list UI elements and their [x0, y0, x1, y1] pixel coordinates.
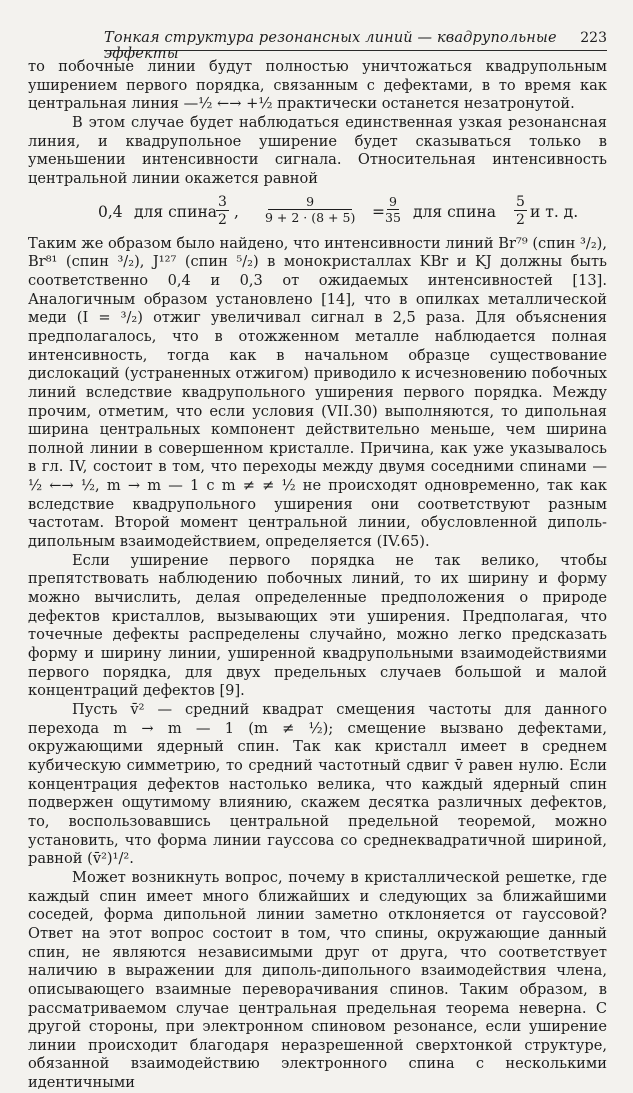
paragraph-6: Может возникнуть вопрос, почему в кристаллической решетке, где каждый спин имеет много ближайших и следующих за ближайшими соседей, форма дипольной линии заметно отклоняется от гауссовой? Ответ на этот вопрос состоит в том, что спины, окружающие данный спин, не являются независимыми друг от друга, что соответствует наличию в выражении для диполь-дипольного взаимодействия члена, описывающего взаимные переворачивания спинов. Таким образом, в рассматриваемом случае центральная предельная теорема неверна. С другой стороны, при электронном спиновом резонансе, если уширение линии происходит благодаря неразрешенной сверхтонкой структуре, обязанной взаимодействию электронного спина с несколькими идентичными — [28, 868, 607, 1092]
fraction-9-35 — [385, 193, 401, 226]
formula-tail: и т. д. — [530, 202, 579, 221]
paragraph-3: Таким же образом было найдено, что интенсивности линий Br⁷⁹ (спин ³/₂), Br⁸¹ (спин ³/₂), J¹²⁷ (спин ⁵/₂) в монокристаллах KBr и KJ должны быть соответственно 0,4 и 0,3 от ожидаемых интенсивностей [13]. Аналогичным образом установлено [14], что в опилках металлической меди (I = ³/₂) отжиг увеличивал сигнал в 2,5 раза. Для объяснения предполагалось, что в отожженном металле наблюдается полная интенсивность, тогда как в начальном образце существование дислокаций (устраненных отжигом) приводило к исчезновению побочных линий вследствие квадрупольного уширения первого порядка. Между прочим, отметим, что если условия (VII.30) выполняются, то дипольная ширина центральных компонент действительно меньше, чем ширина полной линии в совершенном кристалле. Причина, как уже указывалось в гл. IV, состоит в том, что переходы между двумя соседними спинами —½ ←→ ½, m → m — 1 с m ≠ ≠ ½ не происходят одновременно, так как вследствие квадрупольного уширения они соответствуют разным частотам. Второй момент центральной линии, обусловленной диполь-дипольным взаимодействием, определяется (IV.65). — [28, 234, 607, 551]
formula-label-1: для спина — [134, 202, 218, 221]
formula-equals: = — [372, 202, 385, 221]
formula-value: 0,4 — [98, 202, 123, 221]
fraction-3-2 — [216, 195, 229, 227]
paragraph-5: Пусть v̄² — средний квадрат смещения частоты для данного перехода m → m — 1 (m ≠ ½); смещение вызвано дефектами, окружающими ядерный спин. Так как кристалл имеет в среднем кубическую симметрию, то средний частотный сдвиг v̄ равен нулю. Если концентрация дефектов настолько велика, что каждый ядерный спин подвержен ощутимому влиянию, скажем десятка различных дефектов, то, воспользовавшись центральной предельной теоремой, можно установить, что форма линии гауссова со среднеквадратичной шириной, равной (v̄²)¹/². — [28, 701, 607, 868]
page-number: 223 — [580, 30, 607, 46]
fraction-numerator: 5 — [516, 193, 525, 210]
fraction-main — [265, 193, 356, 226]
paragraph-2: В этом случае будет наблюдаться единственная узкая резонансная линия, и квадрупольное уширение будет сказываться только в уменьшении интенсивности сигнала. Относительная интенсивность центральной линии окажется равной — [28, 113, 607, 187]
fraction-numerator: 3 — [218, 193, 227, 210]
fraction-denominator: 35 — [385, 210, 401, 226]
fraction-denominator: 2 — [218, 211, 227, 228]
body-text — [28, 58, 607, 1093]
fraction-denominator: 9 + 2 · (8 + 5) — [265, 210, 356, 226]
formula-label-2: для спина — [413, 202, 497, 221]
running-title: Тонкая структура резонансных линий — квадрупольные эффекты — [104, 30, 557, 62]
paragraph-4: Если уширение первого порядка не так велико, чтобы препятствовать наблюдению побочных линий, то их ширину и форму можно вычислить, делая определенные предположения о природе дефектов кристаллов, вызывающих эти уширения. Предполагая, что точечные дефекты распределены случайно, можно легко предсказать форму и ширину линии, уширенной квадрупольными взаимодействиями первого порядка, для двух предельных случаев большой и малой концентраций дефектов [9]. — [28, 551, 607, 700]
fraction-numerator: 9 — [388, 193, 397, 209]
fraction-numerator: 9 — [268, 196, 352, 211]
header-rule — [104, 50, 607, 51]
intensity-formula — [28, 191, 607, 233]
fraction-denominator: 2 — [516, 211, 525, 228]
formula-comma: , — [234, 202, 239, 221]
fraction-5-2 — [514, 195, 527, 227]
paragraph-1: то побочные линии будут полностью уничтожаться квадрупольным уширением первого порядка, связанным с дефектами, в то время как центральная линия —½ ←→ +½ практически останется незатронутой. — [28, 58, 607, 113]
